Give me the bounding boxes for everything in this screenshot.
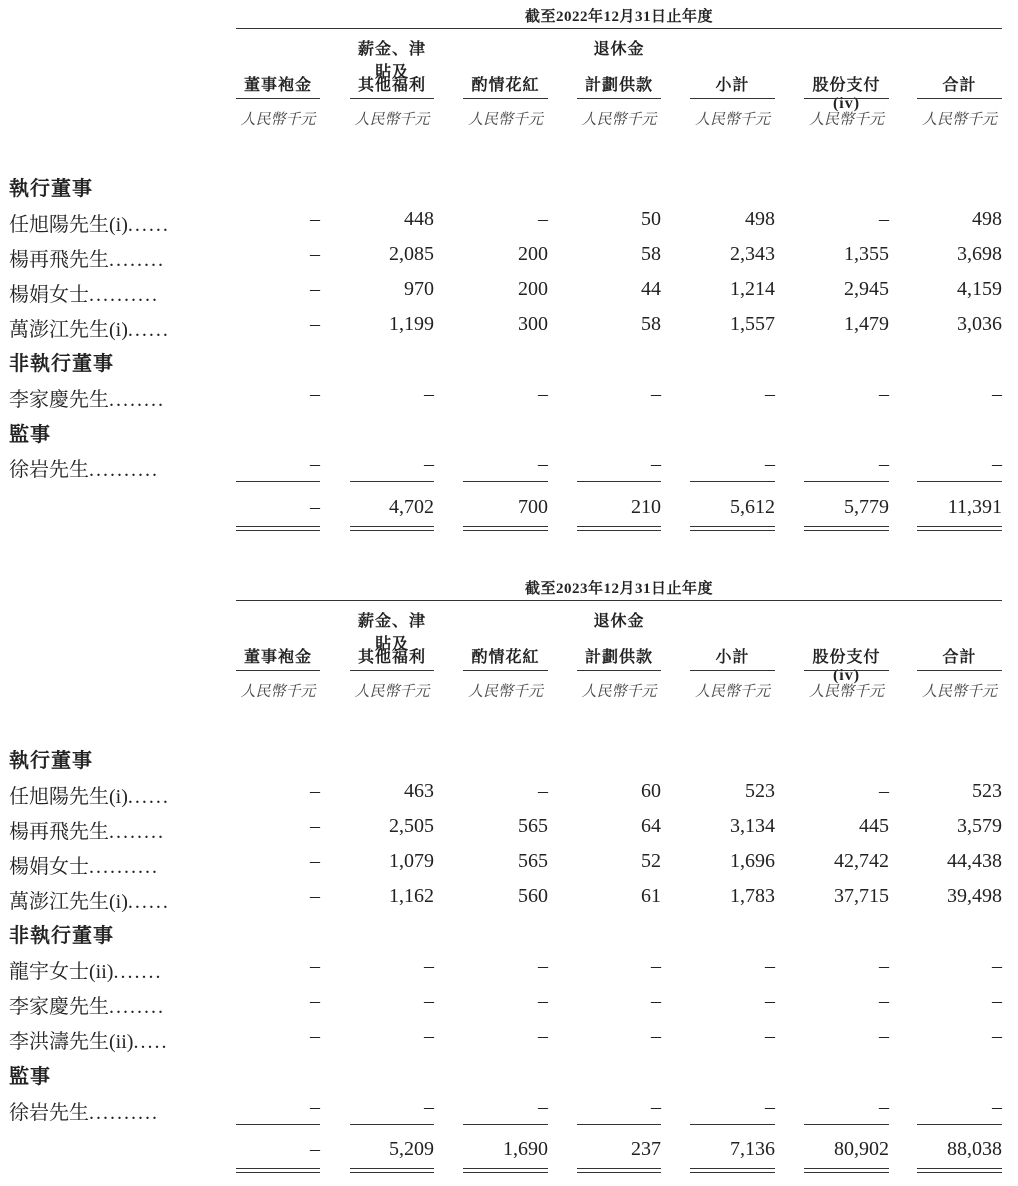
column-header-c2-line1: 薪金、津貼及 (357, 613, 426, 653)
table-cell: 58 (641, 313, 661, 335)
table-cell: 463 (404, 780, 434, 802)
column-header-c4: 計劃供款 (584, 649, 653, 666)
table-cell: 52 (641, 850, 661, 872)
total-cell: 4,702 (389, 496, 434, 518)
column-header-c5: 小計 (715, 649, 750, 666)
subtotal-rule (350, 481, 434, 482)
category-supervisors: 監事 (9, 1066, 51, 1088)
unit-label: 人民幣千元 (581, 684, 657, 700)
column-header-c1: 董事袍金 (243, 77, 312, 94)
column-header-underline (804, 98, 889, 99)
table-cell: – (879, 990, 889, 1012)
unit-label: 人民幣千元 (581, 112, 657, 128)
unit-label: 人民幣千元 (354, 684, 430, 700)
table-cell: – (992, 1025, 1002, 1047)
table-cell: – (765, 1096, 775, 1118)
table-cell: – (424, 955, 434, 977)
table-cell: 1,355 (844, 243, 889, 265)
table-cell: – (879, 1096, 889, 1118)
unit-label: 人民幣千元 (921, 684, 997, 700)
table-cell: – (310, 885, 320, 907)
table-cell: – (879, 208, 889, 230)
column-header-c2: 其他福利 (357, 649, 426, 666)
director-name-text: 萬澎江先生(i) (9, 891, 128, 913)
table-cell: – (424, 383, 434, 405)
table-cell: – (538, 990, 548, 1012)
director-name-text: 李家慶先生 (9, 389, 109, 411)
dot-leader: ....... (113, 961, 163, 983)
table-cell: – (879, 955, 889, 977)
total-double-rule (804, 1168, 889, 1173)
table-cell: – (424, 453, 434, 475)
director-name (9, 208, 170, 237)
table-cell: – (992, 383, 1002, 405)
subtotal-rule (690, 481, 775, 482)
table-cell: 4,159 (957, 278, 1002, 300)
dot-leader: ...... (127, 786, 170, 808)
director-name-text: 楊再飛先生 (9, 821, 109, 843)
table-cell: – (992, 453, 1002, 475)
table-cell: – (765, 453, 775, 475)
table-cell: 498 (745, 208, 775, 230)
table-cell: 560 (518, 885, 548, 907)
unit-label: 人民幣千元 (240, 112, 316, 128)
table-cell: 200 (518, 278, 548, 300)
table-cell: – (424, 1025, 434, 1047)
unit-label: 人民幣千元 (467, 684, 543, 700)
table-cell: 523 (745, 780, 775, 802)
total-double-rule (350, 526, 434, 531)
subtotal-rule (463, 1124, 548, 1125)
unit-label: 人民幣千元 (354, 112, 430, 128)
table-cell: – (310, 313, 320, 335)
unit-label: 人民幣千元 (694, 112, 770, 128)
dot-leader: ........ (109, 249, 165, 271)
total-cell: 88,038 (947, 1138, 1002, 1160)
period-title: 截至2022年12月31日止年度 (524, 9, 713, 25)
dot-leader: ...... (127, 891, 170, 913)
total-cell: 1,690 (503, 1138, 548, 1160)
table-cell: – (310, 780, 320, 802)
director-name-text: 李家慶先生 (9, 996, 109, 1018)
table-cell: – (879, 1025, 889, 1047)
subtotal-rule (577, 1124, 661, 1125)
table-cell: 1,162 (389, 885, 434, 907)
column-header-c7: 合計 (942, 649, 977, 666)
director-name-text: 徐岩先生 (9, 459, 89, 481)
table-cell: – (310, 243, 320, 265)
table-cell: – (538, 208, 548, 230)
director-name (9, 1096, 159, 1125)
director-name (9, 850, 159, 879)
director-name-text: 任旭陽先生(i) (9, 214, 128, 236)
column-header-c2: 其他福利 (357, 77, 426, 94)
table-cell: – (310, 453, 320, 475)
dot-leader: .......... (89, 459, 159, 481)
column-header-c5: 小計 (715, 77, 750, 94)
dot-leader: .......... (89, 284, 159, 306)
table-cell: – (310, 1096, 320, 1118)
column-header-underline (690, 98, 775, 99)
column-header-c6: 股份支付(iv) (812, 77, 881, 112)
table-cell: – (310, 850, 320, 872)
director-name (9, 885, 170, 914)
table-cell: – (765, 955, 775, 977)
total-double-rule (236, 526, 320, 531)
total-cell: – (310, 496, 320, 518)
dot-leader: .......... (89, 1102, 159, 1124)
table-cell: 37,715 (834, 885, 889, 907)
subtotal-rule (463, 481, 548, 482)
total-cell: 5,779 (844, 496, 889, 518)
table-cell: – (651, 453, 661, 475)
table-cell: 1,696 (730, 850, 775, 872)
period-rule (236, 600, 1002, 601)
table-cell: 970 (404, 278, 434, 300)
category-executive-directors: 執行董事 (9, 178, 93, 200)
table-cell: – (538, 1096, 548, 1118)
total-cell: – (310, 1138, 320, 1160)
column-header-underline (577, 670, 661, 671)
table-cell: 2,945 (844, 278, 889, 300)
director-name-text: 楊再飛先生 (9, 249, 109, 271)
unit-label: 人民幣千元 (921, 112, 997, 128)
total-double-rule (577, 1168, 661, 1173)
table-cell: – (651, 955, 661, 977)
director-name (9, 1025, 168, 1054)
total-double-rule (577, 526, 661, 531)
table-cell: 1,214 (730, 278, 775, 300)
table-cell: 300 (518, 313, 548, 335)
table-cell: 1,079 (389, 850, 434, 872)
column-header-c3: 酌情花紅 (471, 649, 540, 666)
dot-leader: ...... (127, 214, 170, 236)
director-name (9, 780, 170, 809)
dot-leader: ..... (133, 1031, 169, 1053)
column-header-underline (577, 98, 661, 99)
total-double-rule (804, 526, 889, 531)
table-cell: 200 (518, 243, 548, 265)
total-cell: 5,612 (730, 496, 775, 518)
dot-leader: ...... (127, 319, 170, 341)
director-name-text: 萬澎江先生(i) (9, 319, 128, 341)
table-cell: – (992, 955, 1002, 977)
total-double-rule (236, 1168, 320, 1173)
director-name-text: 徐岩先生 (9, 1102, 89, 1124)
unit-label: 人民幣千元 (808, 684, 884, 700)
table-cell: – (879, 780, 889, 802)
table-cell: – (310, 208, 320, 230)
table-cell: 565 (518, 815, 548, 837)
column-header-underline (463, 670, 548, 671)
column-header-c1: 董事袍金 (243, 649, 312, 666)
subtotal-rule (236, 1124, 320, 1125)
column-header-underline (236, 98, 320, 99)
table-cell: – (765, 1025, 775, 1047)
table-cell: 498 (972, 208, 1002, 230)
table-cell: – (310, 955, 320, 977)
total-cell: 237 (631, 1138, 661, 1160)
table-cell: – (992, 1096, 1002, 1118)
table-cell: – (879, 453, 889, 475)
subtotal-rule (577, 481, 661, 482)
column-header-underline (804, 670, 889, 671)
total-cell: 210 (631, 496, 661, 518)
total-cell: 11,391 (947, 496, 1002, 518)
period-title: 截至2023年12月31日止年度 (524, 581, 713, 597)
director-name-text: 任旭陽先生(i) (9, 786, 128, 808)
director-name (9, 383, 165, 412)
director-name (9, 990, 165, 1019)
total-cell: 5,209 (389, 1138, 434, 1160)
category-executive-directors: 執行董事 (9, 750, 93, 772)
column-header-c4-line1: 退休金 (593, 41, 645, 58)
column-header-underline (350, 670, 434, 671)
column-header-c4-line1: 退休金 (593, 613, 645, 630)
category-supervisors: 監事 (9, 424, 51, 446)
table-cell: 448 (404, 208, 434, 230)
table-cell: 1,479 (844, 313, 889, 335)
table-cell: – (651, 990, 661, 1012)
subtotal-rule (690, 1124, 775, 1125)
unit-label: 人民幣千元 (694, 684, 770, 700)
table-cell: – (310, 815, 320, 837)
table-cell: – (538, 955, 548, 977)
column-header-underline (350, 98, 434, 99)
subtotal-rule (350, 1124, 434, 1125)
total-double-rule (690, 1168, 775, 1173)
column-header-underline (236, 670, 320, 671)
table-cell: 3,036 (957, 313, 1002, 335)
column-header-underline (463, 98, 548, 99)
column-header-c4: 計劃供款 (584, 77, 653, 94)
table-cell: 445 (859, 815, 889, 837)
period-rule (236, 28, 1002, 29)
table-cell: 1,557 (730, 313, 775, 335)
dot-leader: ........ (109, 389, 165, 411)
table-cell: 1,199 (389, 313, 434, 335)
director-name-text: 龍宇女士(ii) (9, 961, 114, 983)
dot-leader: ........ (109, 821, 165, 843)
column-header-c3: 酌情花紅 (471, 77, 540, 94)
table-cell: – (765, 383, 775, 405)
total-double-rule (350, 1168, 434, 1173)
table-cell: – (538, 780, 548, 802)
table-cell: – (879, 383, 889, 405)
table-cell: – (538, 383, 548, 405)
director-name (9, 243, 165, 272)
table-cell: – (538, 453, 548, 475)
column-header-c6: 股份支付(iv) (812, 649, 881, 684)
table-cell: 3,134 (730, 815, 775, 837)
table-cell: – (310, 383, 320, 405)
column-header-c2-line1: 薪金、津貼及 (357, 41, 426, 81)
table-cell: 2,505 (389, 815, 434, 837)
unit-label: 人民幣千元 (467, 112, 543, 128)
total-double-rule (917, 1168, 1002, 1173)
table-cell: 565 (518, 850, 548, 872)
table-cell: 3,698 (957, 243, 1002, 265)
director-name-text: 楊娟女士 (9, 856, 89, 878)
unit-label: 人民幣千元 (240, 684, 316, 700)
column-header-c7: 合計 (942, 77, 977, 94)
table-cell: 64 (641, 815, 661, 837)
table-cell: – (651, 383, 661, 405)
table-cell: 1,783 (730, 885, 775, 907)
total-cell: 700 (518, 496, 548, 518)
table-cell: 2,343 (730, 243, 775, 265)
total-cell: 80,902 (834, 1138, 889, 1160)
subtotal-rule (917, 481, 1002, 482)
total-double-rule (690, 526, 775, 531)
column-header-underline (917, 670, 1002, 671)
subtotal-rule (804, 481, 889, 482)
table-cell: 42,742 (834, 850, 889, 872)
table-cell: 2,085 (389, 243, 434, 265)
director-name-text: 楊娟女士 (9, 284, 89, 306)
table-cell: 58 (641, 243, 661, 265)
director-name (9, 815, 165, 844)
director-name (9, 313, 170, 342)
subtotal-rule (236, 481, 320, 482)
total-cell: 7,136 (730, 1138, 775, 1160)
column-header-underline (917, 98, 1002, 99)
director-name (9, 278, 159, 307)
table-cell: – (424, 1096, 434, 1118)
column-header-underline (690, 670, 775, 671)
dot-leader: ........ (109, 996, 165, 1018)
unit-label: 人民幣千元 (808, 112, 884, 128)
table-cell: – (310, 990, 320, 1012)
table-cell: 44,438 (947, 850, 1002, 872)
director-name (9, 453, 159, 482)
director-name-text: 李洪濤先生(ii) (9, 1031, 134, 1053)
category-non-executive-directors: 非執行董事 (9, 925, 114, 947)
table-cell: 523 (972, 780, 1002, 802)
table-cell: 3,579 (957, 815, 1002, 837)
table-cell: – (310, 1025, 320, 1047)
dot-leader: .......... (89, 856, 159, 878)
table-cell: – (310, 278, 320, 300)
table-cell: – (538, 1025, 548, 1047)
director-name (9, 955, 162, 984)
category-non-executive-directors: 非執行董事 (9, 353, 114, 375)
table-cell: 44 (641, 278, 661, 300)
total-double-rule (463, 526, 548, 531)
subtotal-rule (804, 1124, 889, 1125)
table-cell: 60 (641, 780, 661, 802)
table-cell: – (765, 990, 775, 1012)
table-cell: 61 (641, 885, 661, 907)
table-cell: 50 (641, 208, 661, 230)
table-cell: – (424, 990, 434, 1012)
total-double-rule (917, 526, 1002, 531)
subtotal-rule (917, 1124, 1002, 1125)
table-cell: 39,498 (947, 885, 1002, 907)
total-double-rule (463, 1168, 548, 1173)
table-cell: – (992, 990, 1002, 1012)
table-cell: – (651, 1025, 661, 1047)
table-cell: – (651, 1096, 661, 1118)
